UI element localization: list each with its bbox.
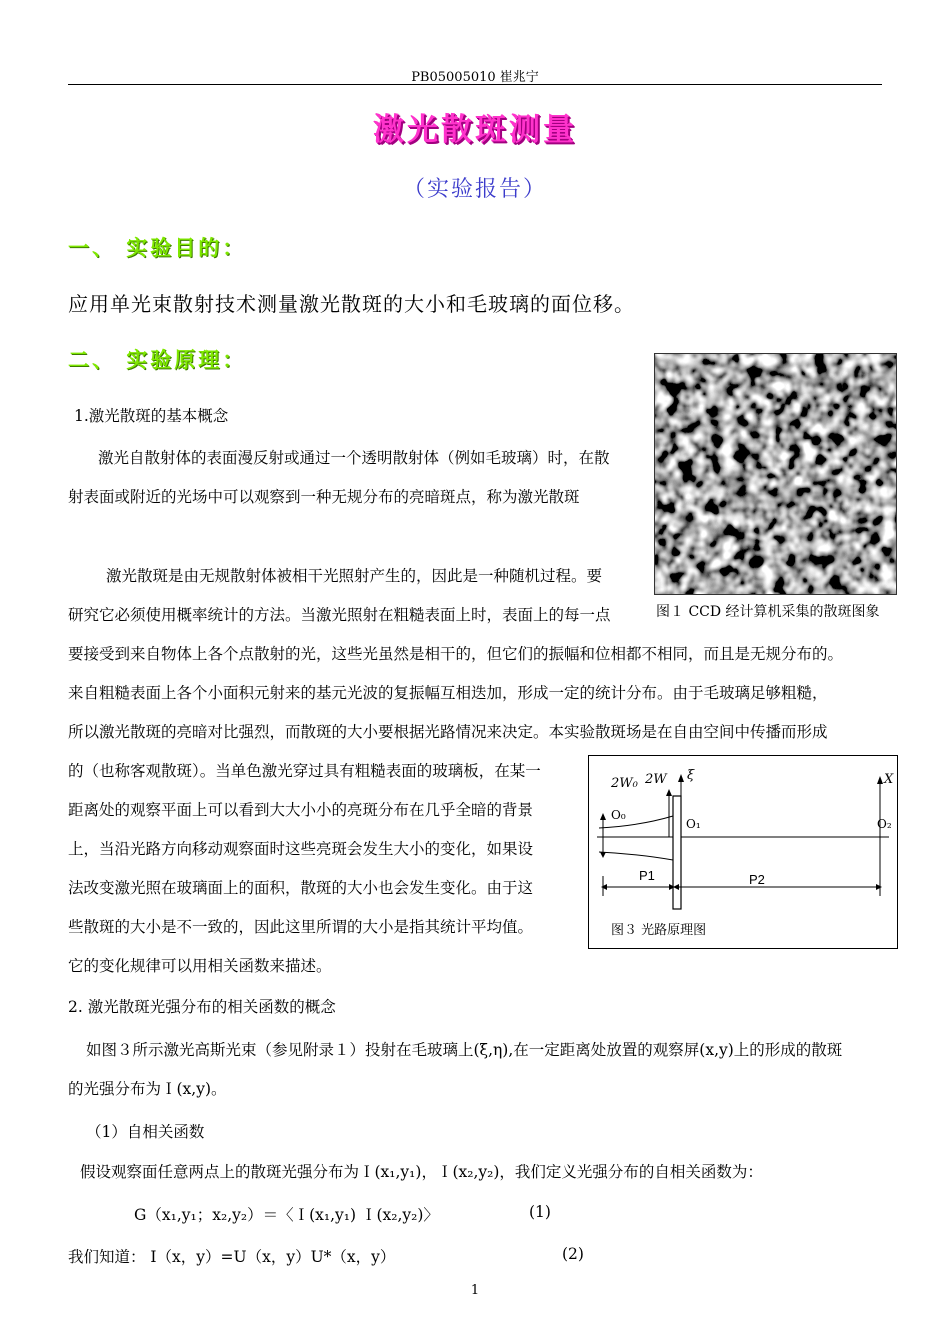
para2-line: 法改变激光照在玻璃面上的面积，散斑的大小也会发生变化。由于这 xyxy=(68,879,534,897)
beam-lower-edge xyxy=(599,852,673,860)
label-x: X xyxy=(884,772,894,787)
subsection3-title: （1）自相关函数 xyxy=(86,1123,205,1141)
section1-heading: 一、 实验目的： xyxy=(68,235,247,260)
waist-w0-arrowhead xyxy=(600,813,606,820)
equation-1: G（x₁,y₁；x₂,y₂）＝〈Ｉ(x₁,y₁) Ｉ(x₂,y₂)〉 xyxy=(134,1206,439,1224)
para1-line: 激光自散射体的表面漫反射或通过一个透明散射体（例如毛玻璃）时，在散 xyxy=(98,449,610,467)
header-rule xyxy=(68,84,882,85)
para4: 假设观察面任意两点上的散斑光强分布为Ｉ(x₁,y₁)，Ｉ(x₂,y₂)，我们定义光强分布的自相关函数为： xyxy=(80,1163,763,1181)
label-xi: ξ xyxy=(687,768,695,783)
para3-line: 的光强分布为Ｉ(x,y)。 xyxy=(68,1080,227,1098)
subsection1-title: 1.激光散斑的基本概念 xyxy=(74,407,229,425)
optical-path-svg xyxy=(589,756,897,948)
para2-line: 距离处的观察平面上可以看到大大小小的亮斑分布在几乎全暗的背景 xyxy=(68,801,534,819)
para2-line: 激光散斑是由无规散射体被相干光照射产生的，因此是一种随机过程。要 xyxy=(106,567,603,585)
figure1-caption: 图１ CCD 经计算机采集的散斑图象 xyxy=(656,604,880,620)
equation-2: 我们知道： I（x，y）=U（x，y）U*（x，y） xyxy=(68,1248,396,1266)
document-subtitle: （实验报告） xyxy=(402,177,547,202)
subsection2-title: 2. 激光散斑光强分布的相关函数的概念 xyxy=(68,998,336,1016)
para2-line: 所以激光散斑的亮暗对比强烈，而散斑的大小要根据光路情况来决定。本实验散斑场是在自由空间中传播而形成 xyxy=(68,723,828,741)
figure3-caption: 图３ 光路原理图 xyxy=(611,923,707,938)
para2-line: 研究它必须使用概率统计的方法。当激光照射在粗糙表面上时，表面上的每一点 xyxy=(68,606,611,624)
page-number: 1 xyxy=(470,1283,480,1298)
para1-line: 射表面或附近的光场中可以观察到一种无规分布的亮暗斑点，称为激光散斑 xyxy=(68,488,580,506)
para2-line: 要接受到来自物体上各个点散射的光，这些光虽然是相干的，但它们的振幅和位相都不相同，而且是无规分布的。 xyxy=(68,645,844,663)
ground-glass-plate xyxy=(673,796,681,909)
section2-heading: 二、 实验原理： xyxy=(68,347,247,372)
document-title: 激光散斑测量 xyxy=(373,112,577,148)
para2-line: 的（也称客观散斑）。当单色激光穿过具有粗糙表面的玻璃板，在某一 xyxy=(68,762,541,780)
para2-line: 来自粗糙表面上各个小面积元射来的基元光波的复振幅互相迭加，形成一定的统计分布。由于毛玻璃足够粗糙， xyxy=(68,684,828,702)
figure3-diagram xyxy=(588,755,898,949)
para2-line: 它的变化规律可以用相关函数来描述。 xyxy=(68,957,332,975)
speckle-pattern xyxy=(655,354,896,594)
label-o1: O₁ xyxy=(686,817,701,831)
equation-1-number: (1) xyxy=(529,1203,551,1221)
para2-line: 上，当沿光路方向移动观察面时这些亮斑会发生大小的变化，如果设 xyxy=(68,840,534,858)
label-p1: P1 xyxy=(639,868,655,883)
label-p2: P2 xyxy=(749,872,765,887)
label-o0: O₀ xyxy=(611,808,626,822)
label-2w0: 2W₀ xyxy=(611,776,638,791)
para3-line: 如图３所示激光高斯光束（参见附录１）投射在毛玻璃上(ξ,η),在一定距离处放置的观察屏(x,y)上的形成的散斑 xyxy=(86,1041,843,1059)
speckle-image xyxy=(654,353,897,595)
section1-text: 应用单光束散射技术测量激光散斑的大小和毛玻璃的面位移。 xyxy=(68,292,635,316)
label-2w: 2W xyxy=(645,772,667,787)
para2-line: 些散斑的大小是不一致的，因此这里所谓的大小是指其统计平均值。 xyxy=(68,918,534,936)
label-o2: O₂ xyxy=(877,817,892,831)
equation-2-number: (2) xyxy=(562,1245,584,1263)
page-header: PB05005010 崔兆宁 xyxy=(411,70,539,85)
